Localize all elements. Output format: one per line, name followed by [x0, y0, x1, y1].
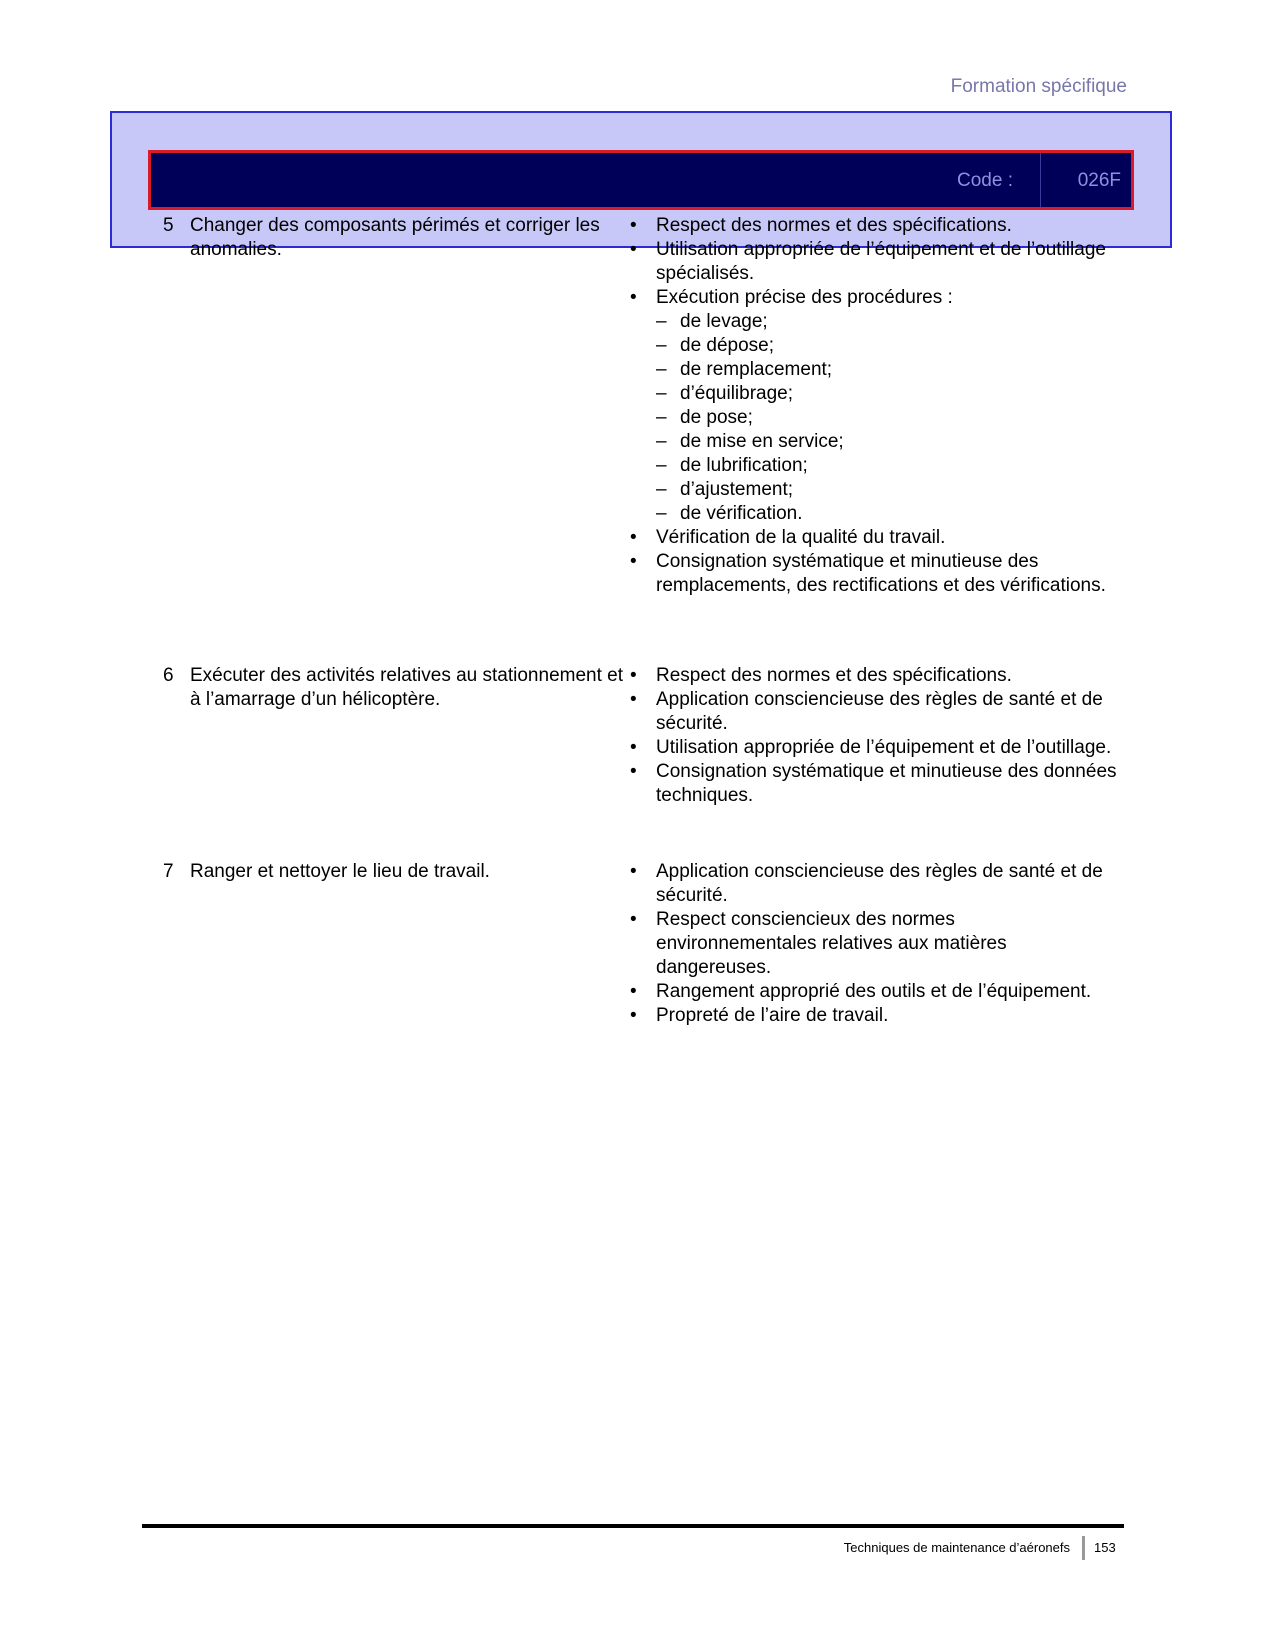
- code-bar: [148, 150, 1134, 210]
- criterion-item: [630, 286, 1120, 526]
- bullet-icon: •: [630, 909, 637, 930]
- bullet-icon: •: [630, 981, 637, 1002]
- sub-item: [656, 502, 1120, 526]
- criterion-text: Consignation systématique et minutieuse des remplacements, des rectifications et des vérifications.: [656, 551, 1106, 596]
- dash-icon: –: [656, 311, 667, 332]
- sub-item-text: de mise en service;: [680, 431, 844, 452]
- criterion-item: [630, 214, 1120, 238]
- criterion-item: [630, 688, 1120, 736]
- criterion-item: [630, 550, 1120, 598]
- bullet-icon: •: [630, 287, 637, 308]
- section-title: Ranger et nettoyer le lieu de travail.: [190, 861, 490, 882]
- section-title: Exécuter des activités relatives au stationnement et à l’amarrage d’un hélicoptère.: [190, 665, 624, 710]
- sub-item-text: d’ajustement;: [680, 479, 794, 500]
- dash-icon: –: [656, 479, 667, 500]
- header-label: Formation spécifique: [950, 76, 1127, 97]
- code-label: Code :: [957, 170, 1013, 191]
- criterion-item: [630, 664, 1120, 688]
- code-separator: [1040, 153, 1041, 207]
- sub-item: [656, 358, 1120, 382]
- dash-icon: –: [656, 335, 667, 356]
- criterion-item: [630, 526, 1120, 550]
- criterion-item: [630, 980, 1120, 1004]
- section-number: 5: [163, 215, 174, 236]
- sub-item-text: de remplacement;: [680, 359, 833, 380]
- criteria-list: [630, 860, 1120, 1028]
- footer-rule: [142, 1524, 1124, 1528]
- criterion-text: Application consciencieuse des règles de santé et de sécurité.: [656, 689, 1103, 734]
- criterion-text: Consignation systématique et minutieuse des données techniques.: [656, 761, 1117, 806]
- dash-icon: –: [656, 431, 667, 452]
- criterion-text: Utilisation appropriée de l’équipement et de l’outillage.: [656, 737, 1112, 758]
- dash-icon: –: [656, 359, 667, 380]
- sub-item: [656, 454, 1120, 478]
- sub-item-text: de lubrification;: [680, 455, 808, 476]
- criterion-text: Utilisation appropriée de l’équipement et de l’outillage spécialisés.: [656, 239, 1106, 284]
- sub-item: [656, 310, 1120, 334]
- criterion-item: [630, 736, 1120, 760]
- footer-separator: [1082, 1536, 1085, 1560]
- criterion-item: [630, 1004, 1120, 1028]
- sub-item-text: de dépose;: [680, 335, 775, 356]
- bullet-icon: •: [630, 215, 637, 236]
- criteria-list: [630, 664, 1120, 808]
- bullet-icon: •: [630, 761, 637, 782]
- criteria-list: [630, 214, 1120, 598]
- bullet-icon: •: [630, 861, 637, 882]
- criterion-item: [630, 908, 1120, 980]
- page-number: 153: [1094, 1540, 1116, 1555]
- criterion-text: Application consciencieuse des règles de santé et de sécurité.: [656, 861, 1103, 906]
- dash-icon: –: [656, 455, 667, 476]
- sub-item: [656, 478, 1120, 502]
- procedure-sublist: [656, 310, 1120, 526]
- criterion-item: [630, 238, 1120, 286]
- section-number: 6: [163, 665, 174, 686]
- section-title: Changer des composants périmés et corriger les anomalies.: [190, 215, 600, 260]
- bullet-icon: •: [630, 1005, 637, 1026]
- criterion-item: [630, 760, 1120, 808]
- bullet-icon: •: [630, 737, 637, 758]
- section-number: 7: [163, 861, 174, 882]
- sub-item: [656, 430, 1120, 454]
- bullet-icon: •: [630, 527, 637, 548]
- criterion-text: Rangement approprié des outils et de l’équipement.: [656, 981, 1092, 1002]
- sub-item-text: de pose;: [680, 407, 753, 428]
- footer-title: Techniques de maintenance d’aéronefs: [843, 1540, 1070, 1555]
- sub-item-text: d’équilibrage;: [680, 383, 794, 404]
- criterion-text: Propreté de l’aire de travail.: [656, 1005, 889, 1026]
- criterion-text: Respect des normes et des spécifications.: [656, 665, 1012, 686]
- sub-item: [656, 334, 1120, 358]
- criterion-text: Respect des normes et des spécifications.: [656, 215, 1012, 236]
- bullet-icon: •: [630, 551, 637, 572]
- criterion-text: Vérification de la qualité du travail.: [656, 527, 946, 548]
- dash-icon: –: [656, 383, 667, 404]
- sub-item: [656, 406, 1120, 430]
- sub-item-text: de levage;: [680, 311, 768, 332]
- bullet-icon: •: [630, 239, 637, 260]
- dash-icon: –: [656, 503, 667, 524]
- criterion-item: [630, 860, 1120, 908]
- sub-item-text: de vérification.: [680, 503, 803, 524]
- criterion-text: Exécution précise des procédures :: [656, 287, 953, 308]
- dash-icon: –: [656, 407, 667, 428]
- criterion-text: Respect consciencieux des normes environnementales relatives aux matières dangereuses.: [656, 909, 1007, 978]
- code-value: 026F: [1077, 170, 1121, 191]
- bullet-icon: •: [630, 689, 637, 710]
- sub-item: [656, 382, 1120, 406]
- bullet-icon: •: [630, 665, 637, 686]
